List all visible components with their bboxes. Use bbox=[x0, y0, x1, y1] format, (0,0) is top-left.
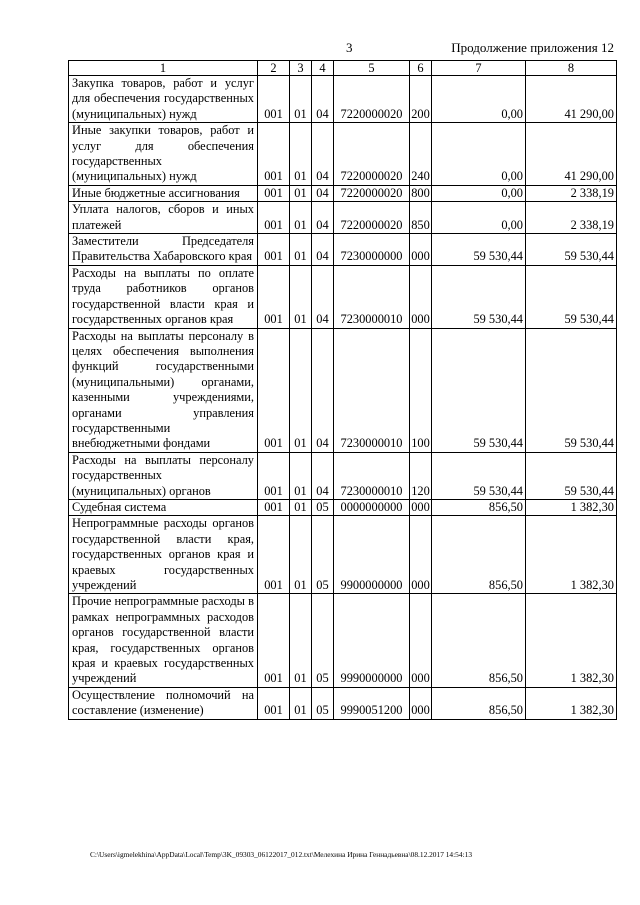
table-row bbox=[69, 499, 617, 515]
cell-amount-7: 0,00 bbox=[432, 185, 526, 201]
cell-amount-8: 59 530,44 bbox=[526, 265, 617, 328]
cell-amount-7: 59 530,44 bbox=[432, 234, 526, 266]
cell-amount-8: 1 382,30 bbox=[526, 516, 617, 594]
cell-target-article: 7230000010 bbox=[334, 452, 410, 499]
col-header: 2 bbox=[258, 61, 290, 76]
cell-amount-7: 856,50 bbox=[432, 687, 526, 719]
header-row bbox=[69, 61, 617, 76]
cell-subsection: 04 bbox=[312, 234, 334, 266]
cell-target-article: 7220000020 bbox=[334, 76, 410, 123]
cell-section: 01 bbox=[290, 499, 312, 515]
cell-ministry: 001 bbox=[258, 185, 290, 201]
cell-target-article: 7230000010 bbox=[334, 328, 410, 452]
cell-ministry: 001 bbox=[258, 202, 290, 234]
cell-section: 01 bbox=[290, 594, 312, 687]
page-number: 3 bbox=[346, 40, 353, 55]
row-name: Расходы на выплаты персоналу в целях обеспечения выполнения функций государственными (муниципальными) органами, казенными учреждениями, органами управления государственными внебюджетными фондами bbox=[69, 328, 258, 452]
cell-target-article: 9900000000 bbox=[334, 516, 410, 594]
cell-target-article: 7230000010 bbox=[334, 265, 410, 328]
cell-subsection: 05 bbox=[312, 687, 334, 719]
row-name: Прочие непрограммные расходы в рамках непрограммных расходов органов государственной власти края, государственных органов края и краевых государственных учреждений bbox=[69, 594, 258, 687]
cell-subsection: 05 bbox=[312, 594, 334, 687]
cell-section: 01 bbox=[290, 234, 312, 266]
cell-expense-type: 850 bbox=[410, 202, 432, 234]
cell-subsection: 04 bbox=[312, 328, 334, 452]
cell-subsection: 05 bbox=[312, 516, 334, 594]
col-header: 8 bbox=[526, 61, 617, 76]
cell-section: 01 bbox=[290, 265, 312, 328]
cell-expense-type: 120 bbox=[410, 452, 432, 499]
cell-ministry: 001 bbox=[258, 123, 290, 186]
table-row bbox=[69, 265, 617, 328]
cell-ministry: 001 bbox=[258, 499, 290, 515]
cell-target-article: 7220000020 bbox=[334, 202, 410, 234]
cell-amount-7: 59 530,44 bbox=[432, 328, 526, 452]
cell-subsection: 04 bbox=[312, 123, 334, 186]
cell-amount-7: 856,50 bbox=[432, 594, 526, 687]
cell-expense-type: 000 bbox=[410, 516, 432, 594]
cell-amount-7: 0,00 bbox=[432, 76, 526, 123]
col-header: 5 bbox=[334, 61, 410, 76]
table-row bbox=[69, 185, 617, 201]
cell-ministry: 001 bbox=[258, 452, 290, 499]
cell-amount-8: 1 382,30 bbox=[526, 499, 617, 515]
cell-amount-7: 59 530,44 bbox=[432, 265, 526, 328]
col-header: 7 bbox=[432, 61, 526, 76]
col-header: 6 bbox=[410, 61, 432, 76]
cell-expense-type: 000 bbox=[411, 499, 430, 514]
cell-expense-type: 240 bbox=[410, 123, 432, 186]
cell-section: 01 bbox=[290, 328, 312, 452]
row-name: Судебная система bbox=[69, 499, 258, 515]
cell-amount-7: 856,50 bbox=[432, 499, 526, 515]
cell-subsection: 04 bbox=[312, 265, 334, 328]
row-name: Заместители Председателя Правительства Хабаровского края bbox=[69, 234, 258, 266]
table-row bbox=[69, 452, 617, 499]
row-name: Иные бюджетные ассигнования bbox=[69, 185, 258, 201]
cell-amount-8: 59 530,44 bbox=[526, 234, 617, 266]
col-header: 3 bbox=[290, 61, 312, 76]
row-name: Иные закупки товаров, работ и услуг для обеспечения государственных (муниципальных) нужд bbox=[69, 123, 258, 186]
cell-amount-7: 856,50 bbox=[432, 516, 526, 594]
cell-section: 01 bbox=[290, 687, 312, 719]
cell-target-article: 9990000000 bbox=[334, 594, 410, 687]
cell-section: 01 bbox=[290, 516, 312, 594]
budget-table bbox=[68, 60, 617, 720]
cell-amount-8: 2 338,19 bbox=[526, 202, 617, 234]
cell-ministry: 001 bbox=[258, 76, 290, 123]
cell-target-article: 7220000020 bbox=[334, 123, 410, 186]
cell-subsection: 04 bbox=[312, 452, 334, 499]
cell-ministry: 001 bbox=[258, 594, 290, 687]
table-row bbox=[69, 123, 617, 186]
cell-ministry: 001 bbox=[258, 516, 290, 594]
cell-expense-type: 000 bbox=[410, 234, 432, 266]
cell-expense-type: 000 bbox=[410, 687, 432, 719]
table-row bbox=[69, 328, 617, 452]
cell-expense-type: 800 bbox=[411, 185, 430, 200]
col-header: 1 bbox=[69, 61, 258, 76]
cell-amount-8: 41 290,00 bbox=[526, 76, 617, 123]
continuation-title: Продолжение приложения 12 bbox=[451, 40, 614, 55]
cell-section: 01 bbox=[290, 202, 312, 234]
row-name: Расходы на выплаты персоналу государственных (муниципальных) органов bbox=[69, 452, 258, 499]
cell-target-article: 7230000000 bbox=[334, 234, 410, 266]
row-name: Осуществление полномочий на составление (изменение) bbox=[69, 687, 258, 719]
table-row bbox=[69, 687, 617, 719]
row-name: Закупка товаров, работ и услуг для обеспечения государственных (муниципальных) нужд bbox=[69, 76, 258, 123]
cell-subsection: 04 bbox=[312, 202, 334, 234]
cell-amount-7: 59 530,44 bbox=[432, 452, 526, 499]
cell-ministry: 001 bbox=[258, 328, 290, 452]
cell-amount-8: 59 530,44 bbox=[526, 452, 617, 499]
table-row bbox=[69, 516, 617, 594]
col-header: 4 bbox=[312, 61, 334, 76]
cell-section: 01 bbox=[290, 185, 312, 201]
cell-subsection: 04 bbox=[312, 185, 334, 201]
cell-section: 01 bbox=[290, 452, 312, 499]
cell-amount-8: 1 382,30 bbox=[526, 687, 617, 719]
cell-amount-8: 2 338,19 bbox=[526, 185, 617, 201]
cell-target-article: 0000000000 bbox=[334, 499, 410, 515]
cell-amount-7: 0,00 bbox=[432, 123, 526, 186]
cell-amount-8: 41 290,00 bbox=[526, 123, 617, 186]
cell-amount-7: 0,00 bbox=[432, 202, 526, 234]
cell-ministry: 001 bbox=[258, 234, 290, 266]
cell-expense-type: 000 bbox=[410, 265, 432, 328]
row-name: Непрограммные расходы органов государственной власти края, государственных органов края и краевых государственных учреждений bbox=[69, 516, 258, 594]
cell-ministry: 001 bbox=[258, 687, 290, 719]
row-name: Расходы на выплаты по оплате труда работников органов государственной власти края и государственных органов края bbox=[69, 265, 258, 328]
footer-file-path: C:\Users\igmelekhina\AppData\Local\Temp\3K_09303_06122017_012.txt\Мелехина Ирина Геннадьевна\08.12.2017 14:54:13 bbox=[90, 850, 473, 859]
table-row bbox=[69, 76, 617, 123]
cell-section: 01 bbox=[290, 123, 312, 186]
cell-amount-8: 1 382,30 bbox=[526, 594, 617, 687]
cell-subsection: 05 bbox=[312, 499, 334, 515]
cell-expense-type: 000 bbox=[410, 594, 432, 687]
table-row bbox=[69, 594, 617, 687]
cell-target-article: 9990051200 bbox=[334, 687, 410, 719]
cell-expense-type: 200 bbox=[410, 76, 432, 123]
cell-ministry: 001 bbox=[258, 265, 290, 328]
table-row bbox=[69, 234, 617, 266]
row-name: Уплата налогов, сборов и иных платежей bbox=[69, 202, 258, 234]
cell-target-article: 7220000020 bbox=[334, 185, 410, 201]
table-row bbox=[69, 202, 617, 234]
cell-section: 01 bbox=[290, 76, 312, 123]
cell-amount-8: 59 530,44 bbox=[526, 328, 617, 452]
cell-expense-type: 100 bbox=[410, 328, 432, 452]
cell-subsection: 04 bbox=[312, 76, 334, 123]
